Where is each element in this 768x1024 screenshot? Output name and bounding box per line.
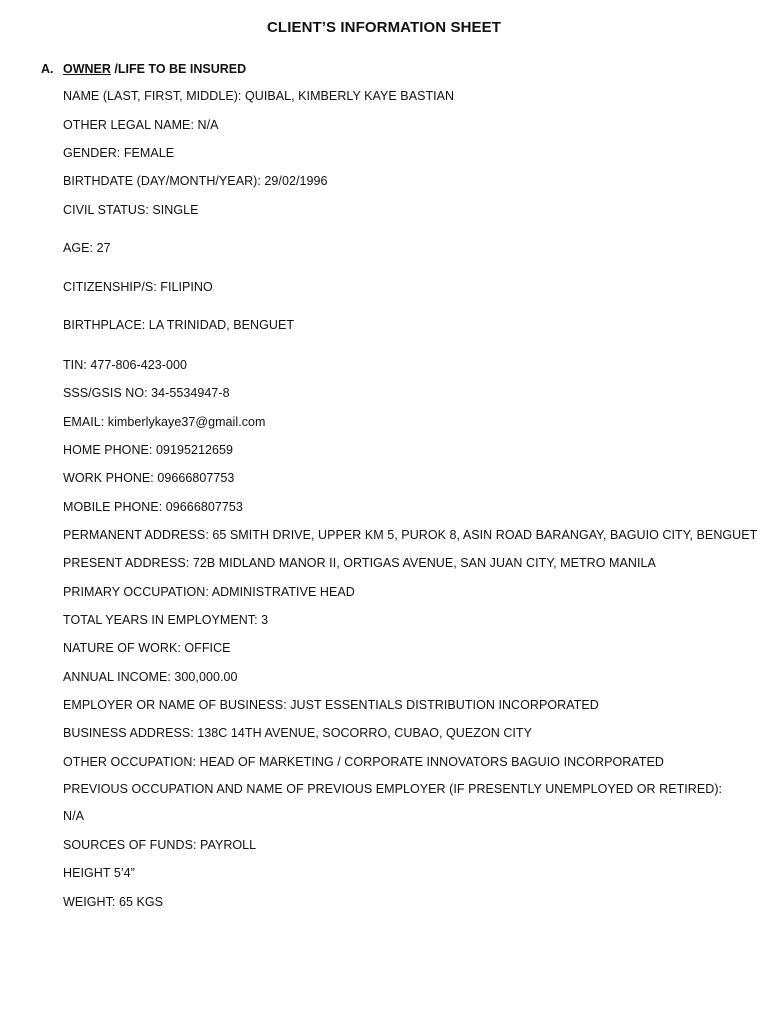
section-letter: A. [41,62,54,76]
field-email: EMAIL: kimberlykaye37@gmail.com [63,415,266,429]
field-age: AGE: 27 [63,241,111,255]
section-title-rest: /LIFE TO BE INSURED [110,62,247,76]
field-previous-occupation: PREVIOUS OCCUPATION AND NAME OF PREVIOUS EMPLOYER (IF PRESENTLY UNEMPLOYED OR RETIRED): [63,782,723,796]
section-owner-label: OWNER [63,62,111,76]
field-birthplace: BIRTHPLACE: LA TRINIDAD, BENGUET [63,318,295,332]
field-sss-gsis: SSS/GSIS NO: 34-5534947-8 [63,386,230,400]
field-present-address: PRESENT ADDRESS: 72B MIDLAND MANOR II, ORTIGAS AVENUE, SAN JUAN CITY, METRO MANILA [63,556,656,570]
field-birthdate: BIRTHDATE (DAY/MONTH/YEAR): 29/02/1996 [63,174,328,188]
field-permanent-address: PERMANENT ADDRESS: 65 SMITH DRIVE, UPPER KM 5, PUROK 8, ASIN ROAD BARANGAY, BAGUIO CITY, BENGUET [63,528,758,542]
field-tin: TIN: 477-806-423-000 [63,358,187,372]
field-home-phone: HOME PHONE: 09195212659 [63,443,233,457]
field-work-phone: WORK PHONE: 09666807753 [63,471,235,485]
field-gender: GENDER: FEMALE [63,146,175,160]
field-previous-occupation-value: N/A [63,809,84,823]
field-civil-status: CIVIL STATUS: SINGLE [63,203,199,217]
field-other-occupation: OTHER OCCUPATION: HEAD OF MARKETING / CORPORATE INNOVATORS BAGUIO INCORPORATED [63,755,664,769]
field-sources-of-funds: SOURCES OF FUNDS: PAYROLL [63,838,257,852]
field-weight: WEIGHT: 65 KGS [63,895,164,909]
page-title: CLIENT’S INFORMATION SHEET [267,19,501,36]
field-total-years-employment: TOTAL YEARS IN EMPLOYMENT: 3 [63,613,269,627]
field-nature-of-work: NATURE OF WORK: OFFICE [63,641,231,655]
section-heading [41,62,246,76]
field-business-address: BUSINESS ADDRESS: 138C 14TH AVENUE, SOCORRO, CUBAO, QUEZON CITY [63,726,533,740]
field-employer: EMPLOYER OR NAME OF BUSINESS: JUST ESSENTIALS DISTRIBUTION INCORPORATED [63,698,599,712]
field-name: NAME (LAST, FIRST, MIDDLE): QUIBAL, KIMBERLY KAYE BASTIAN [63,89,455,103]
field-height: HEIGHT 5’4” [63,866,135,880]
field-annual-income: ANNUAL INCOME: 300,000.00 [63,670,238,684]
field-mobile-phone: MOBILE PHONE: 09666807753 [63,500,243,514]
field-primary-occupation: PRIMARY OCCUPATION: ADMINISTRATIVE HEAD [63,585,355,599]
field-other-legal-name: OTHER LEGAL NAME: N/A [63,118,219,132]
field-citizenship: CITIZENSHIP/S: FILIPINO [63,280,213,294]
